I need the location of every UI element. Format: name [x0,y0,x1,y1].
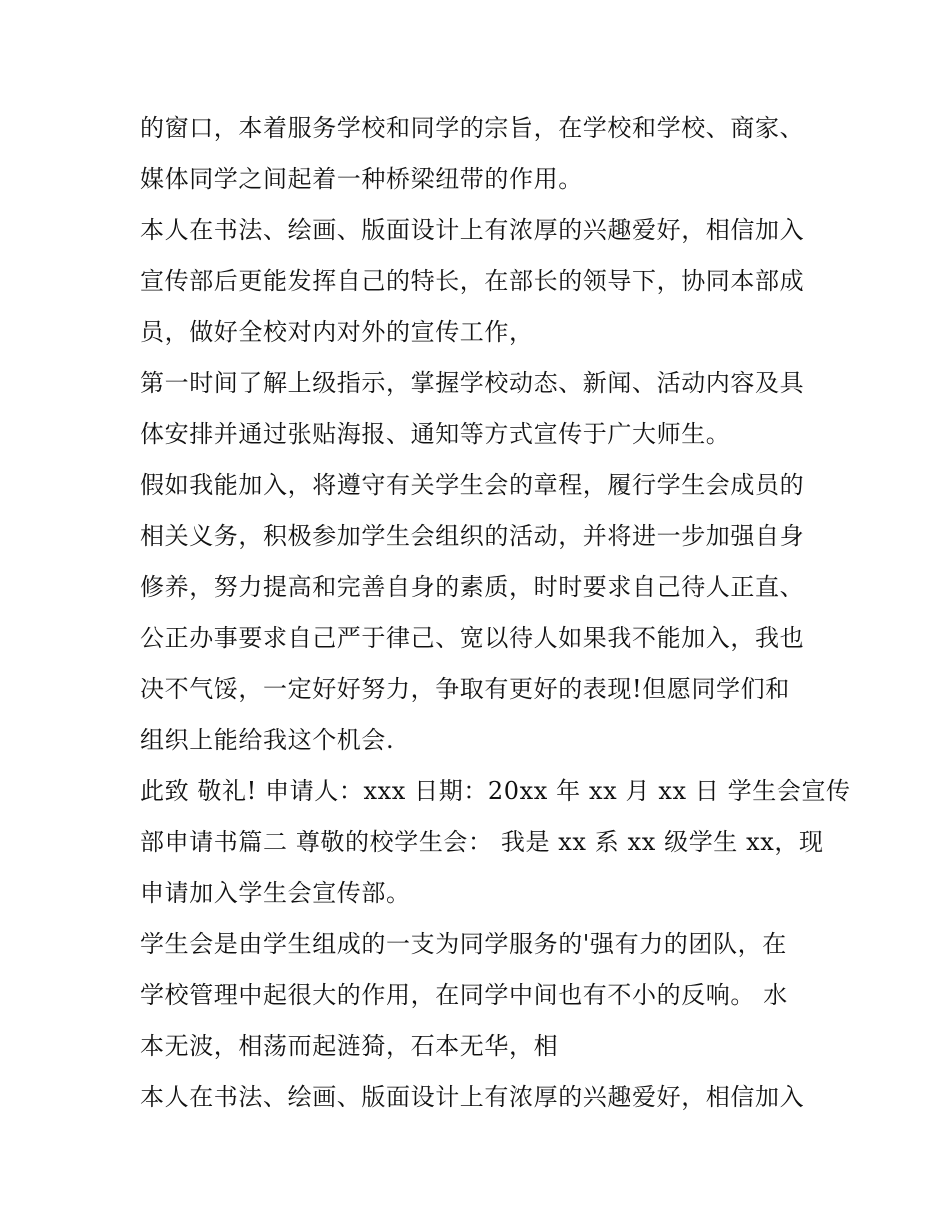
text-line: 申请加入学生会宣传部。 [140,879,411,907]
text-line: 本人在书法、绘画、版面设计上有浓厚的兴趣爱好，相信加入 [140,216,805,244]
text-line: 学生会是由学生组成的一支为同学服务的'强有力的团队，在 [140,930,787,958]
document-body [140,103,851,1123]
text-line: 宣传部后更能发挥自己的特长，在部长的领导下，协同本部成 [140,267,805,295]
text-line: 本人在书法、绘画、版面设计上有浓厚的兴趣爱好，相信加入 [140,1083,805,1111]
text-line: 第一时间了解上级指示，掌握学校动态、新闻、活动内容及具 [140,369,805,397]
text-line: 学校管理中起很大的作用，在同学中间也有不小的反响。 水 [140,981,788,1009]
text-line: 本无波，相荡而起涟猗，石本无华，相 [140,1032,559,1060]
text-line: 公正办事要求自己严于律己、宽以待人如果我不能加入，我也 [140,624,805,652]
text-line: 修养，努力提高和完善自身的素质，时时要求自己待人正直、 [140,573,805,601]
text-line: 员，做好全校对内对外的宣传工作， [140,318,534,346]
text-line: 假如我能加入，将遵守有关学生会的章程，履行学生会成员的 [140,471,805,499]
text-line: 体安排并通过张贴海报、通知等方式宣传于广大师生。 [140,420,731,448]
text-line: 此致 敬礼! 申请人：xxx 日期：20xx 年 xx 月 xx 日 学生会宣传 [140,777,851,805]
text-line: 决不气馁，一定好好努力，争取有更好的表现!但愿同学们和 [140,675,790,703]
text-line: 的窗口，本着服务学校和同学的宗旨，在学校和学校、商家、 [140,114,805,142]
text-line: 相关义务，积极参加学生会组织的活动，并将进一步加强自身 [140,522,805,550]
text-line: 媒体同学之间起着一种桥梁纽带的作用。 [140,165,583,193]
text-line: 部申请书篇二 尊敬的校学生会： 我是 xx 系 xx 级学生 xx，现 [140,828,824,856]
text-line: 组织上能给我这个机会. [140,726,395,754]
